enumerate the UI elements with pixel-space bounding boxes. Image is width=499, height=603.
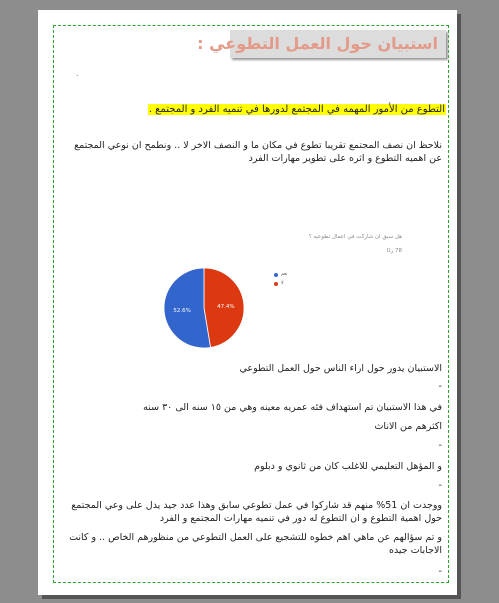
chart-title: هل سبق ان شاركت في اعمال تطوعيه ؟: [308, 234, 402, 240]
highlighted-text: التطوع من الأمور المهمه في المجتمع لدورها في تنميه الفرد و المجتمع .: [148, 104, 445, 115]
pie-label-yes: 52.6%: [173, 307, 191, 314]
legend-item: [274, 279, 287, 288]
highlighted-sentence: [148, 104, 446, 115]
body-p3: اكثرهم من الاناث: [374, 421, 442, 432]
legend-item: [274, 270, 287, 279]
legend-swatch: [274, 273, 278, 277]
body-p1: الاستبيان يدور حول اراء الناس حول العمل التطوعي: [239, 363, 442, 374]
legend-swatch: [274, 282, 278, 286]
dash-1: -: [438, 381, 442, 392]
chart-legend: [274, 270, 287, 288]
pie-label-no: 47.4%: [217, 304, 235, 311]
title-box: [197, 30, 446, 58]
body-p4: و المؤهل التعليمي للاغلب كان من ثانوي و دبلوم: [254, 461, 442, 472]
body-p2: في هذا الاستبيان تم استهداف فئه عمريه معينه وهي من ١٥ سنه الى ٣٠ سنه: [143, 402, 442, 413]
pie-svg: [134, 261, 274, 356]
dash-4: -: [438, 566, 442, 577]
dash-2: -: [438, 440, 442, 451]
page-border: [53, 25, 449, 583]
chart-subtitle: 78 ردًا: [386, 248, 402, 254]
document-page: [38, 10, 457, 595]
body-p6: و تم سؤالهم عن ماهي اهم خطوه للتشجيع على العمل التطوعي من منظورهم الخاص .. و كانت الاجابات جيده: [69, 532, 442, 556]
intro-paragraph: نلاحظ ان نصف المجتمع تقريبا تطوع في مكان ما و النصف الاخر لا .. ونطمح ان نوعي المجتمع عن اهميه التطوع و اثره على تطوير مهارات الفرد: [74, 140, 442, 164]
body-p5: ووجدت ان 51% منهم قد شاركوا في عمل تطوعي سابق وهذا عدد جيد يدل على وعي المجتمع حول اهمية التطوع و ان التطوع له دور في تنميه مهارات المجتمع و الفرد: [71, 500, 442, 524]
page-title: استبيان حول العمل التطوعي :: [197, 34, 438, 53]
legend-label: نعم: [281, 272, 288, 277]
dash-3: -: [438, 480, 442, 491]
legend-label: لا: [281, 281, 284, 286]
cursor-mark: .: [76, 69, 79, 78]
pie-chart: [134, 226, 464, 356]
